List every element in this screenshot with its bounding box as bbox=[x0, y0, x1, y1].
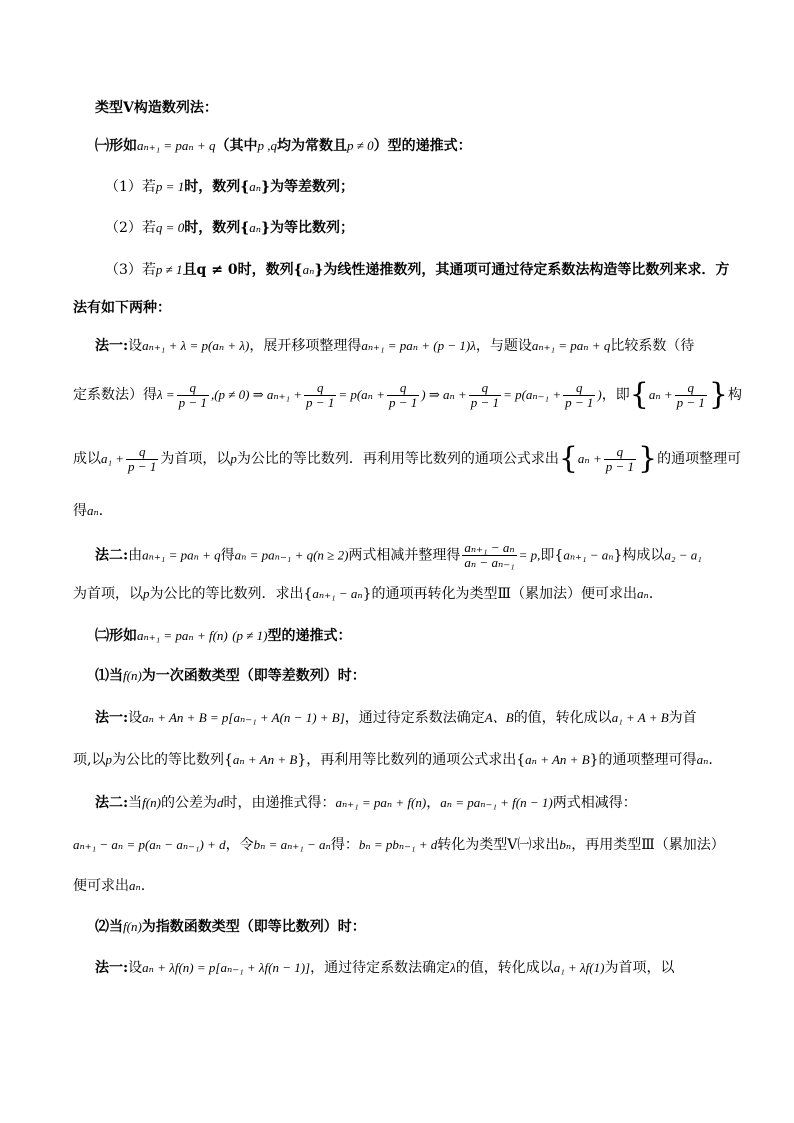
text: ，令 bbox=[225, 837, 254, 853]
text: ，即 bbox=[601, 387, 630, 403]
text: ，与题设 bbox=[475, 338, 532, 354]
text: 型的递推式： bbox=[267, 628, 352, 644]
numerator: q bbox=[177, 381, 209, 396]
math: aₙ = paₙ₋₁ + f(n − 1) bbox=[440, 795, 553, 810]
text: 时，由递推式得： bbox=[223, 795, 336, 811]
math: aₙ₊₁ − aₙ = p(aₙ − aₙ₋₁) + d bbox=[73, 837, 226, 852]
method-2-line-1 bbox=[95, 541, 702, 570]
math: = p(aₙ + bbox=[338, 387, 385, 402]
text: 的值，转化成以 bbox=[455, 960, 554, 976]
denominator: aₙ − aₙ₋₁ bbox=[464, 555, 515, 570]
denominator: p − 1 bbox=[128, 458, 157, 474]
math: aₙ + λf(n) = p[aₙ₋₁ + λf(n − 1)] bbox=[142, 960, 311, 975]
text: 且q ≠ 0时，数列{ bbox=[182, 262, 303, 278]
math: f(n) bbox=[142, 795, 161, 810]
numerator: q bbox=[604, 445, 636, 460]
text: 由 bbox=[128, 547, 143, 564]
math-vars: p ,q bbox=[257, 138, 277, 153]
text: ⑵当 bbox=[95, 919, 123, 935]
p1-line-2 bbox=[73, 750, 713, 770]
text: 得 bbox=[220, 547, 235, 564]
case-3 bbox=[105, 260, 729, 280]
math: aₙ bbox=[696, 752, 709, 767]
math: f(n) bbox=[123, 919, 142, 934]
text: ，再用类型Ⅲ（累加法） bbox=[571, 837, 725, 853]
case-1 bbox=[105, 177, 354, 197]
method-label: 法一: bbox=[95, 960, 129, 976]
text: 得： bbox=[330, 837, 359, 853]
math: ) ⇒ aₙ + bbox=[421, 387, 467, 402]
text: }构成以 bbox=[613, 547, 665, 564]
text: 成以 bbox=[73, 451, 101, 467]
text: ㈠形如 bbox=[95, 138, 137, 154]
method-label: 法二: bbox=[95, 795, 129, 811]
text: }为线性递推数列，其通项可通过待定系数法构造等比数列来求．方 bbox=[314, 262, 730, 278]
text: 的值，转化成以 bbox=[513, 710, 612, 726]
text: ，展开移项整理得 bbox=[249, 338, 362, 354]
text: 的公差为 bbox=[160, 795, 217, 811]
subsection-2-2-title bbox=[95, 917, 366, 937]
math: = p, bbox=[518, 547, 541, 563]
p3-line-1 bbox=[95, 958, 674, 978]
text: ，通过待定系数法确定 bbox=[344, 710, 485, 726]
text: （其中 bbox=[215, 138, 258, 154]
math: aₙ₊₁ − aₙ bbox=[312, 586, 363, 601]
math: aₙ + bbox=[648, 387, 673, 402]
math: aₙ bbox=[129, 878, 141, 893]
math: d bbox=[216, 795, 224, 810]
text: 为一次函数类型（即等差数列）时： bbox=[141, 668, 366, 684]
math: aₙ + An + B = p[aₙ₋₁ + A(n − 1) + B] bbox=[142, 710, 345, 725]
left-brace: { bbox=[558, 441, 578, 476]
p2-line-1 bbox=[95, 793, 637, 813]
math: aₙ₊₁ = paₙ + q bbox=[531, 338, 611, 353]
text: 两式相减得： bbox=[552, 795, 637, 811]
text: ⑴当 bbox=[95, 668, 123, 684]
text: 为首项，以 bbox=[160, 451, 231, 467]
fraction bbox=[604, 445, 636, 474]
math: p bbox=[105, 752, 112, 767]
text: 设 bbox=[128, 960, 143, 976]
denominator: p − 1 bbox=[676, 394, 705, 410]
text: （3）若 bbox=[105, 262, 156, 278]
math-condition: (p ≠ 1) bbox=[232, 628, 268, 643]
math: a₂ − a₁ bbox=[664, 547, 702, 563]
text: 为公比的等比数列．求出{ bbox=[149, 586, 313, 602]
math-condition: p = 1 bbox=[155, 179, 185, 194]
numerator: q bbox=[469, 381, 501, 396]
math: aₙ bbox=[637, 586, 649, 601]
fraction bbox=[126, 445, 158, 474]
text: . bbox=[140, 878, 146, 894]
method-2-line-2 bbox=[73, 584, 663, 604]
text: ）型的递推式： bbox=[373, 138, 472, 154]
text: }，再利用等比数列的通项公式求出{ bbox=[297, 752, 526, 768]
math: λ = bbox=[157, 387, 175, 402]
numerator: aₙ₊₁ − aₙ bbox=[464, 540, 515, 555]
math: aₙ₊₁ = paₙ + q bbox=[142, 547, 221, 563]
math: ,(p ≠ 0) ⇒ aₙ₊₁ + bbox=[210, 387, 303, 402]
text: （1）若 bbox=[105, 179, 156, 195]
text: . bbox=[708, 752, 713, 768]
text: 比较系数（待 bbox=[610, 338, 695, 354]
math: a₁ + bbox=[101, 451, 125, 466]
fraction bbox=[469, 381, 501, 410]
math: aₙ + bbox=[577, 451, 602, 466]
text: 的通项整理可 bbox=[657, 451, 742, 467]
text: 即{ bbox=[540, 547, 564, 564]
fraction bbox=[387, 381, 419, 410]
section-heading: 类型Ⅴ构造数列法： bbox=[95, 100, 218, 116]
text: ， bbox=[426, 795, 441, 811]
math-seq: aₙ bbox=[302, 262, 315, 277]
math: aₙ = paₙ₋₁ + q(n ≥ 2) bbox=[234, 547, 349, 563]
text: ． bbox=[98, 503, 113, 519]
fraction bbox=[675, 381, 707, 410]
math-recurrence: aₙ₊₁ = paₙ + q bbox=[137, 138, 216, 153]
text: 两式相减并整理得 bbox=[348, 547, 461, 564]
math: λ bbox=[450, 960, 456, 975]
text: ，通过待定系数法确定 bbox=[310, 960, 451, 976]
method-label: 法一: bbox=[95, 710, 129, 726]
numerator: q bbox=[126, 445, 158, 460]
math-seq: aₙ bbox=[249, 179, 261, 194]
method-label: 法一: bbox=[95, 338, 129, 354]
math: a₁ + λf(1) bbox=[553, 960, 605, 975]
text: 时，数列{ bbox=[184, 179, 250, 195]
text: 设 bbox=[128, 338, 143, 354]
math: p bbox=[230, 451, 237, 466]
math: aₙ bbox=[87, 503, 99, 518]
math-condition: p ≠ 1 bbox=[155, 262, 183, 277]
p2-line-3 bbox=[73, 876, 145, 896]
math-condition: p ≠ 0 bbox=[346, 138, 374, 153]
numerator: q bbox=[563, 381, 595, 396]
numerator: q bbox=[387, 381, 419, 396]
fraction bbox=[304, 381, 336, 410]
text: 为首项，以 bbox=[604, 960, 675, 976]
text: 项,以 bbox=[73, 752, 106, 768]
denominator: p − 1 bbox=[605, 458, 634, 474]
text: 均为常数且 bbox=[276, 138, 347, 154]
math: bₙ = pbₙ₋₁ + d bbox=[358, 837, 438, 852]
math: aₙ + An + B bbox=[525, 752, 590, 767]
subsection-2-1-title bbox=[95, 666, 366, 686]
math: aₙ₊₁ = paₙ + (p − 1)λ bbox=[361, 338, 476, 353]
numerator: q bbox=[675, 381, 707, 396]
denominator: p − 1 bbox=[388, 394, 418, 410]
text: }为等差数列； bbox=[261, 179, 355, 195]
method-1-line-1 bbox=[95, 336, 694, 356]
text: }的通项再转化为类型Ⅲ（累加法）便可求出 bbox=[362, 586, 638, 602]
text: 为公比的等比数列{ bbox=[111, 752, 233, 768]
text: 为首 bbox=[668, 710, 697, 726]
method-1-line-2 bbox=[73, 377, 742, 412]
fraction bbox=[563, 381, 595, 410]
p2-line-2 bbox=[73, 835, 725, 855]
text: 得 bbox=[73, 503, 87, 519]
fraction bbox=[177, 381, 209, 410]
right-brace: } bbox=[638, 441, 658, 476]
math-seq: aₙ bbox=[249, 220, 261, 235]
denominator: p − 1 bbox=[306, 394, 335, 410]
math: a₁ + A + B bbox=[611, 710, 669, 725]
denominator: p − 1 bbox=[565, 394, 594, 410]
math: aₙ + An + B bbox=[232, 752, 298, 767]
text: ㈡形如 bbox=[95, 628, 137, 644]
text: ． bbox=[648, 586, 663, 602]
method-1-line-4 bbox=[73, 501, 113, 521]
case-2 bbox=[105, 218, 354, 238]
text: 设 bbox=[128, 710, 143, 726]
text: 为公比的等比数列．再利用等比数列的通项公式求出 bbox=[236, 451, 559, 467]
text: 当 bbox=[128, 795, 143, 811]
math: aₙ₊₁ = paₙ + f(n) bbox=[335, 795, 427, 810]
denominator: p − 1 bbox=[470, 394, 500, 410]
math: A、B bbox=[484, 710, 514, 725]
math: bₙ bbox=[559, 837, 572, 852]
text: }的通项整理可得 bbox=[589, 752, 697, 768]
math: p bbox=[143, 586, 150, 601]
math: = p(aₙ₋₁ + bbox=[503, 387, 562, 402]
text: 便可求出 bbox=[73, 878, 129, 894]
text: }为等比数列； bbox=[261, 220, 355, 236]
math-condition: q = 0 bbox=[155, 220, 185, 235]
math: aₙ₊₁ − aₙ bbox=[563, 547, 614, 563]
text: 为首项，以 bbox=[73, 586, 143, 602]
left-brace: { bbox=[629, 377, 649, 412]
math: aₙ₊₁ = paₙ + f(n) bbox=[137, 628, 228, 643]
text: 构 bbox=[727, 387, 742, 403]
math: bₙ = aₙ₊₁ − aₙ bbox=[253, 837, 331, 852]
subsection-1-title bbox=[95, 136, 472, 156]
method-label: 法二: bbox=[95, 547, 129, 564]
denominator: p − 1 bbox=[178, 394, 207, 410]
case-3-cont: 法有如下两种： bbox=[73, 300, 171, 316]
math: aₙ₊₁ + λ = p(aₙ + λ) bbox=[142, 338, 250, 353]
text: （2）若 bbox=[105, 220, 156, 236]
subsection-2-title bbox=[95, 626, 351, 646]
math: ) bbox=[597, 387, 602, 402]
text: 定系数法）得 bbox=[73, 387, 157, 403]
math: f(n) bbox=[123, 668, 142, 683]
p1-line-1 bbox=[95, 708, 697, 728]
text: 为指数函数类型（即等比数列）时： bbox=[141, 919, 366, 935]
method-1-line-3 bbox=[73, 441, 742, 476]
numerator: q bbox=[304, 381, 336, 396]
text: 时，数列{ bbox=[184, 220, 250, 236]
fraction bbox=[462, 541, 516, 570]
text: 转化为类型Ⅴ㈠求出 bbox=[437, 837, 560, 853]
right-brace: } bbox=[708, 377, 728, 412]
